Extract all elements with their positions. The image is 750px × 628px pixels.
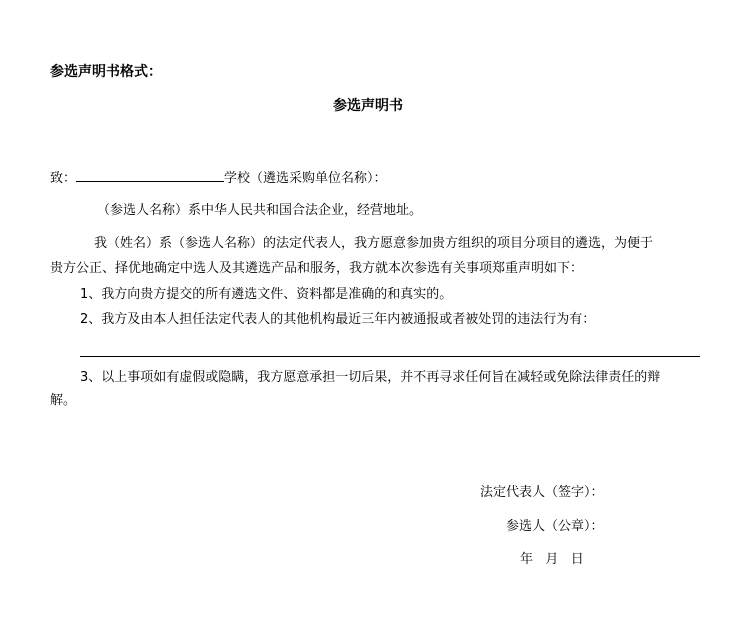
statement-line-1: 我（姓名）系（参选人名称）的法定代表人，我方愿意参加贵方组织的项目分项目的遴选，为便于 [94,236,654,251]
violations-fill-line[interactable] [80,356,700,357]
legal-representative-signature: 法定代表人（签字）： [480,485,604,500]
document-heading: 参选声明书格式： [50,64,162,80]
bidder-seal: 参选人（公章）： [506,519,604,534]
addressee-suffix: 学校（遴选采购单位名称）： [224,171,387,186]
statement-line-2: 贵方公正、择优地确定中选人及其遴选产品和服务，我方就本次参选有关事项郑重声明如下： [50,261,584,276]
item-3-line-2: 解。 [50,393,77,408]
item-1: 1、我方向贵方提交的所有遴选文件、资料都是准确的和真实的。 [80,287,453,302]
school-name-blank[interactable] [76,167,224,182]
intro-paragraph: （参选人名称）系中华人民共和国合法企业，经营地址。 [97,203,423,218]
signature-date: 年 月 日 [520,552,584,567]
item-2: 2、我方及由本人担任法定代表人的其他机构最近三年内被通报或者被处罚的违法行为有： [80,312,596,327]
item-3-line-1: 3、以上事项如有虚假或隐瞒，我方愿意承担一切后果，并不再寻求任何旨在减轻或免除法律责任的辩 [80,370,661,385]
addressee-prefix: 致： [50,171,77,186]
addressee-line [50,167,387,187]
document-title: 参选声明书 [333,98,403,114]
